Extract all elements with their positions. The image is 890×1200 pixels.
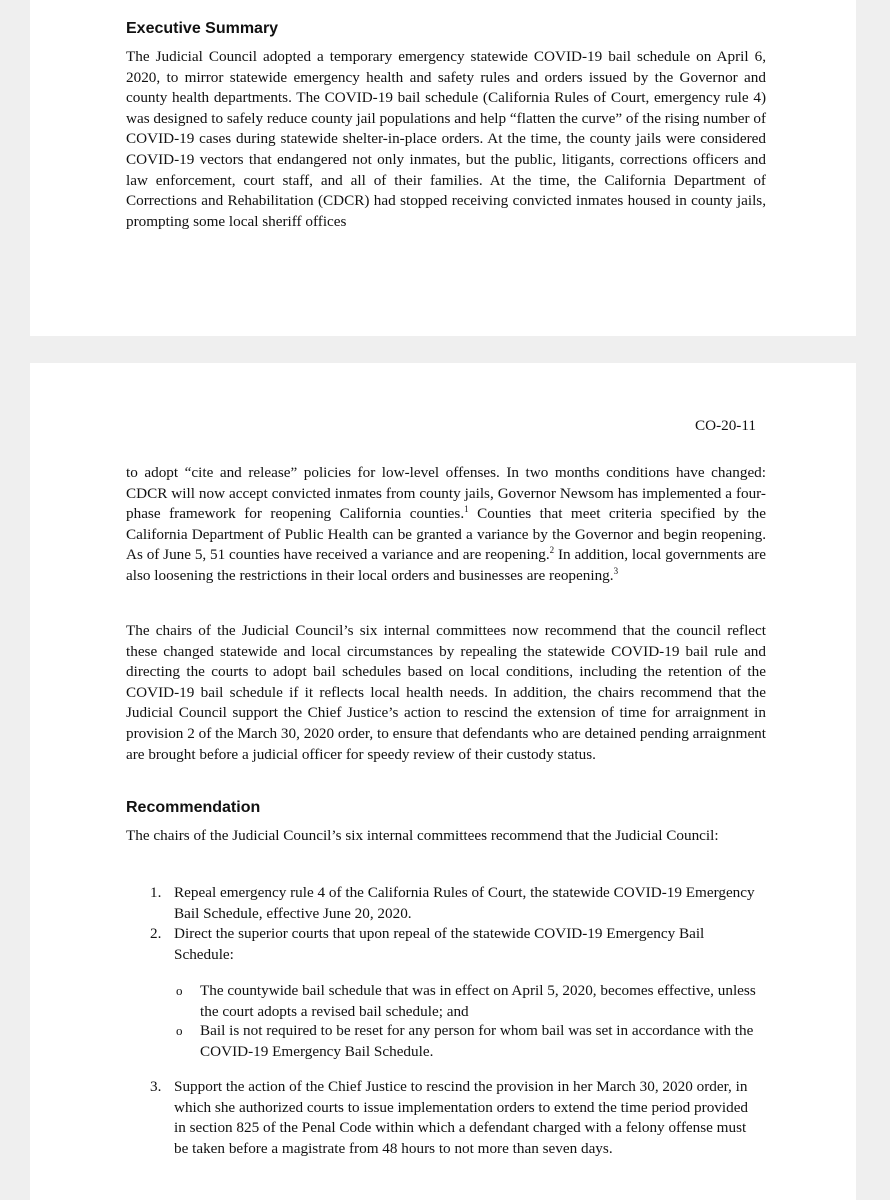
executive-summary-heading: Executive Summary — [126, 20, 279, 37]
sub-list-text: The countywide bail schedule that was in effect on April 5, 2020, becomes effective, unless the court adopts a revised bail schedule; and — [200, 982, 756, 1020]
continuation-paragraph — [126, 463, 766, 587]
list-item — [150, 883, 760, 924]
list-item — [150, 1077, 760, 1159]
document-code: CO-20-11 — [694, 417, 756, 434]
document-page-2 — [30, 363, 856, 1200]
footnote-ref-3[interactable]: 3 — [613, 565, 619, 576]
executive-summary-paragraph: The Judicial Council adopted a temporary emergency statewide COVID-19 bail schedule on April 6, 2020, to mirror statewide emergency health and safety rules and orders issued by the Governor and county health departments. The COVID-19 bail schedule (California Rules of Court, emergency rule 4) was designed to safely reduce county jail populations and help “flatten the curve” of the rising number of COVID-19 cases during statewide shelter-in-place orders. At the time, the county jails were considered COVID-19 vectors that endangered not only inmates, but the public, litigants, corrections officers and law enforcement, court staff, and all of their families. At the time, the California Department of Corrections and Rehabilitation (CDCR) had stopped receiving convicted inmates housed in county jails, prompting some local sheriff offices — [126, 48, 766, 230]
chairs-recommend-paragraph: The chairs of the Judicial Council’s six internal committees now recommend that the council reflect these changed statewide and local circumstances by repealing the statewide COVID-19 bail rule and directing the courts to adopt bail schedules based on local conditions, including the retention of the COVID-19 bail schedule if it reflects local health needs. In addition, the chairs recommend that the Judicial Council support the Chief Justice’s action to rescind the extension of time for arraignment in provision 2 of the March 30, 2020 order, to ensure that defendants who are detained pending arraignment are brought before a judicial officer for speedy review of their custody status. — [126, 622, 766, 763]
sub-list-item — [176, 1021, 756, 1062]
sub-list-text: Bail is not required to be reset for any person for whom bail was set in accordance with the COVID-19 Emergency Bail Schedule. — [200, 1022, 754, 1060]
document-page-1 — [30, 0, 856, 336]
list-number: 2. — [150, 925, 162, 942]
list-text: Repeal emergency rule 4 of the California Rules of Court, the statewide COVID-19 Emergency Bail Schedule, effective June 20, 2020. — [174, 884, 755, 922]
list-number: 1. — [150, 884, 162, 901]
list-item — [150, 924, 760, 965]
bullet-icon: o — [176, 1023, 183, 1038]
para1-sentence-3: In addition, local governments are also loosening the restrictions in their local orders and businesses are reopening. — [126, 546, 766, 584]
recommendation-heading: Recommendation — [126, 799, 261, 816]
list-text: Direct the superior courts that upon repeal of the statewide COVID-19 Emergency Bail Schedule: — [174, 925, 705, 963]
bullet-icon: o — [176, 983, 183, 998]
para1-sentence-1: to adopt “cite and release” policies for low-level offenses. In two months conditions have changed: CDCR will now accept convicted inmates from county jails, Governor Newsom has implemented a four-phase framework for reopening California counties. — [126, 464, 766, 523]
footnote-ref-1[interactable]: 1 — [464, 504, 469, 515]
para1-sentence-2: Counties that meet criteria specified by the California Department of Public Health can be granted a variance by the Governor and begin reopening. As of June 5, 51 counties have received a variance and are reopening. — [126, 505, 766, 564]
footnote-ref-2[interactable]: 2 — [549, 545, 555, 556]
list-text: Support the action of the Chief Justice to rescind the provision in her March 30, 2020 order, in which she authorized courts to issue implementation orders to extend the time period provided in section 825 of the Penal Code within which a defendant charged with a felony offense must be taken before a magistrate from 48 hours to not more than seven days. — [174, 1078, 749, 1157]
recommendation-intro: The chairs of the Judicial Council’s six internal committees recommend that the Judicial Council: — [126, 827, 719, 844]
list-number: 3. — [150, 1078, 162, 1095]
sub-list-item — [176, 981, 756, 1022]
